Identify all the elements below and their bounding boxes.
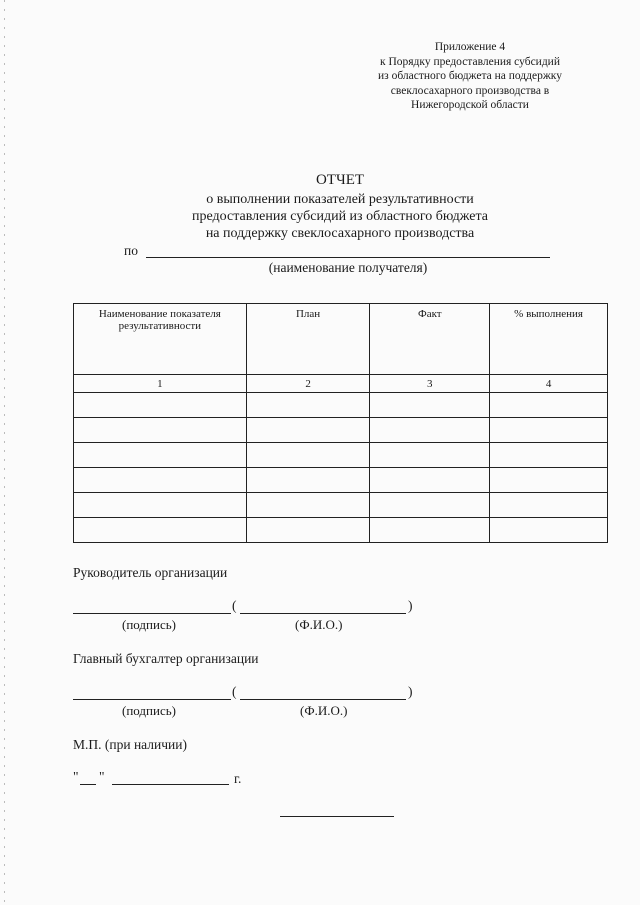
report-subtitle-3: на поддержку свеклосахарного производства	[205, 226, 475, 241]
report-title: ОТЧЕТ	[315, 172, 365, 188]
recipient-caption: (наименование получателя)	[268, 260, 428, 275]
table-cell[interactable]	[490, 493, 608, 518]
col-number: 3	[370, 375, 490, 393]
table-cell[interactable]	[74, 493, 247, 518]
accountant-signature-line[interactable]	[73, 699, 231, 700]
manager-name-caption: (Ф.И.О.)	[295, 617, 343, 632]
table-cell[interactable]	[74, 468, 247, 493]
date-day-line[interactable]	[80, 784, 96, 785]
table-cell[interactable]	[370, 518, 490, 543]
accountant-name-line[interactable]	[240, 699, 406, 700]
table-row	[74, 493, 608, 518]
table-cell[interactable]	[246, 518, 370, 543]
recipient-line[interactable]	[146, 257, 550, 258]
header-fact: Факт	[370, 304, 490, 375]
stamp-label: М.П. (при наличии)	[73, 737, 187, 752]
col-number: 4	[490, 375, 608, 393]
date-quote-close: "	[99, 769, 105, 784]
table-cell[interactable]	[246, 443, 370, 468]
table-cell[interactable]	[370, 493, 490, 518]
table-row	[74, 443, 608, 468]
header-plan: План	[246, 304, 370, 375]
report-subtitle-2: предоставления субсидий из областного бюджета	[192, 209, 488, 224]
accountant-signature-caption: (подпись)	[122, 703, 176, 718]
report-subtitle-1: о выполнении показателей результативности	[206, 192, 474, 207]
appendix-line-3: из областного бюджета на поддержку	[378, 70, 562, 82]
table-cell[interactable]	[490, 443, 608, 468]
col-number: 2	[246, 375, 370, 393]
manager-paren-close: )	[408, 598, 413, 613]
table-row	[74, 393, 608, 418]
date-year-suffix: г.	[234, 771, 242, 786]
table-row	[74, 518, 608, 543]
report-table	[73, 303, 608, 543]
table-cell[interactable]	[74, 393, 247, 418]
col-number: 1	[74, 375, 247, 393]
accountant-paren-open: (	[232, 684, 237, 699]
table-cell[interactable]	[370, 418, 490, 443]
footer-divider	[280, 816, 394, 817]
appendix-line-4: свеклосахарного производства в	[390, 84, 550, 97]
appendix-line-2: к Порядку предоставления субсидий	[380, 55, 560, 68]
table-cell[interactable]	[246, 493, 370, 518]
manager-label: Руководитель организации	[73, 565, 228, 580]
table-cell[interactable]	[74, 518, 247, 543]
table-cell[interactable]	[246, 393, 370, 418]
accountant-paren-close: )	[408, 684, 413, 699]
accountant-label: Главный бухгалтер организации	[73, 651, 259, 666]
table-row	[74, 418, 608, 443]
scan-margin	[4, 0, 5, 905]
table-cell[interactable]	[74, 418, 247, 443]
table-cell[interactable]	[246, 468, 370, 493]
date-quote-open: "	[73, 769, 79, 784]
appendix-line-1: Приложение 4	[434, 41, 506, 53]
table-cell[interactable]	[490, 468, 608, 493]
table-cell[interactable]	[490, 393, 608, 418]
appendix-note	[350, 40, 590, 113]
table-cell[interactable]	[490, 418, 608, 443]
header-indicator: Наименование показателя результативности	[74, 304, 247, 375]
date-month-year-line[interactable]	[112, 784, 229, 785]
recipient-prefix: по	[124, 243, 138, 258]
manager-signature-caption: (подпись)	[122, 617, 176, 632]
table-cell[interactable]	[246, 418, 370, 443]
table-cell[interactable]	[490, 518, 608, 543]
table-row	[74, 468, 608, 493]
appendix-line-5: Нижегородской области	[411, 99, 529, 111]
table-cell[interactable]	[370, 468, 490, 493]
table-cell[interactable]	[74, 443, 247, 468]
accountant-name-caption: (Ф.И.О.)	[300, 703, 348, 718]
header-percent: % выполнения	[490, 304, 608, 375]
manager-paren-open: (	[232, 598, 237, 613]
table-cell[interactable]	[370, 393, 490, 418]
table-cell[interactable]	[370, 443, 490, 468]
manager-signature-line[interactable]	[73, 613, 231, 614]
manager-name-line[interactable]	[240, 613, 406, 614]
